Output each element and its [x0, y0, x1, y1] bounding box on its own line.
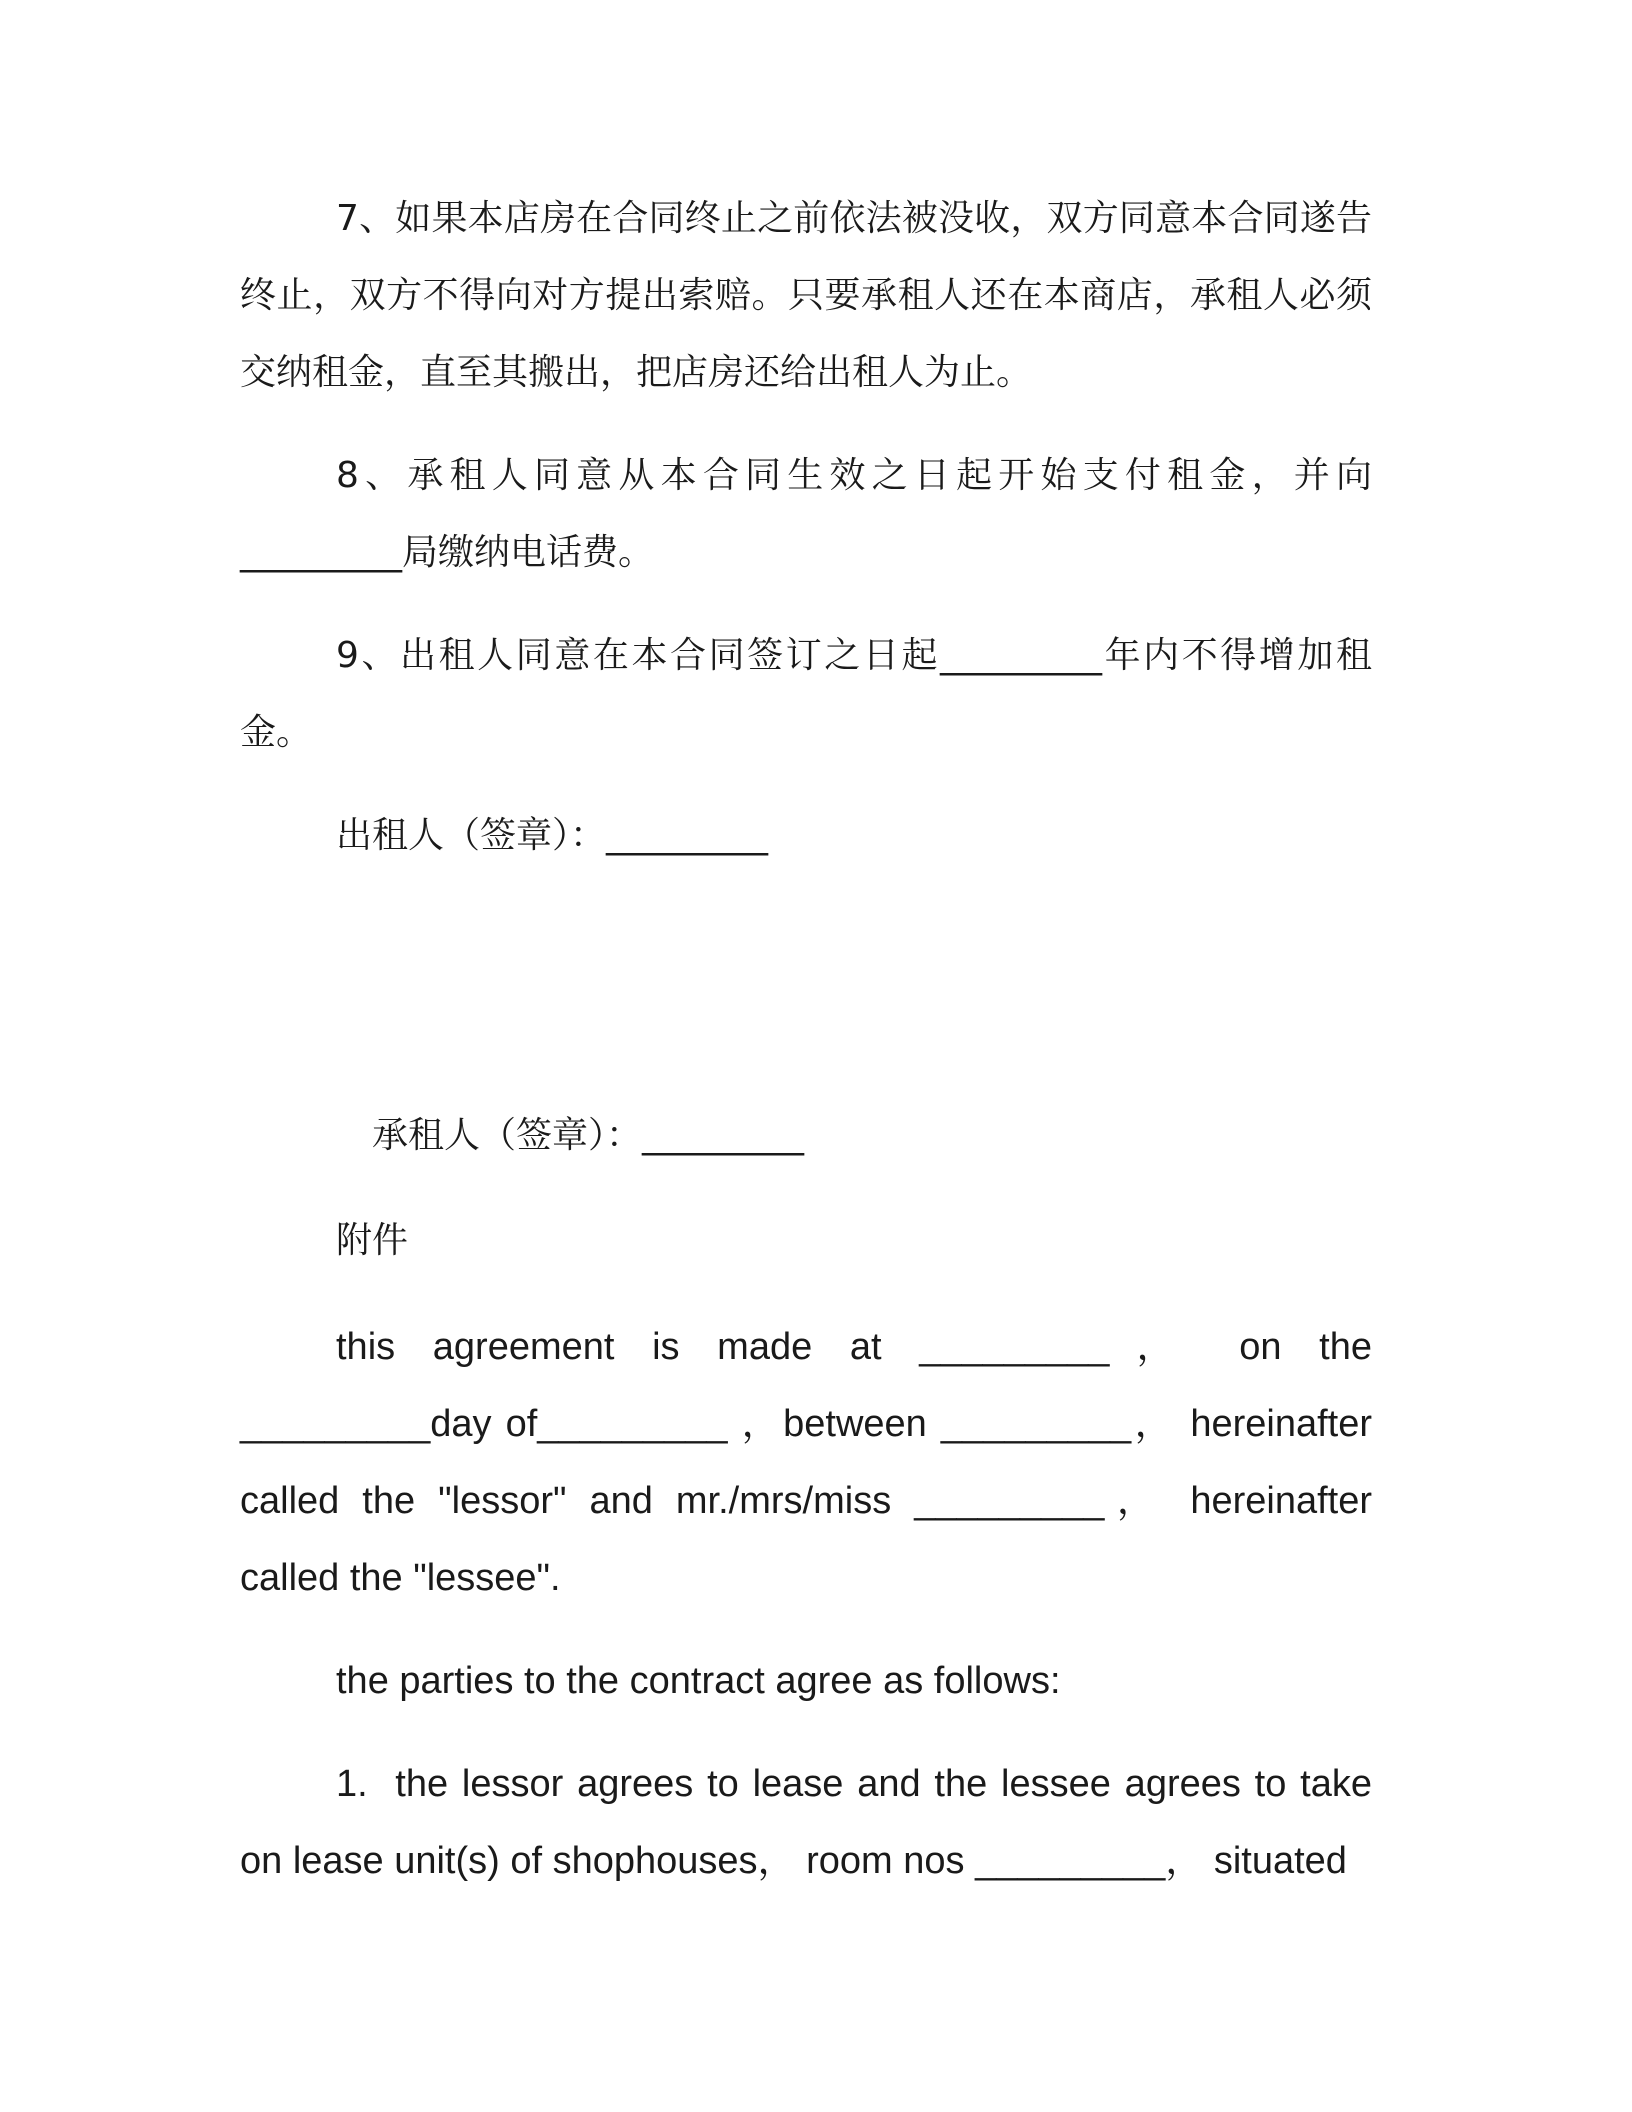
english-agreement-line: the parties to the contract agree as follows: [336, 1660, 1061, 1702]
attachment-heading: 附件 [336, 1220, 409, 1261]
clause-7: 7、如果本店房在合同终止之前依法被没收，双方同意本合同遂告终止，双方不得向对方提出索赔。只要承租人还在本商店，承租人必须交纳租金，直至其搬出，把店房还给出租人为止。 [240, 198, 1372, 393]
lessor-signature-line: 出租人（签章）：_________ [336, 815, 769, 856]
clause-9: 9、出租人同意在本合同签订之日起_________年内不得增加租金。 [240, 635, 1372, 753]
english-intro-paragraph: this agreement is made at _________， on the _________day of_________ ，between _________， hereinafter called the "lessor" and mr./mrs/miss _________， hereinafter called the "lessee". [240, 1326, 1372, 1599]
lessee-signature-line: 承租人（签章）：_________ [372, 1115, 805, 1156]
english-clause-1: 1. the lessor agrees to lease and the lessee agrees to take on lease unit(s) of shophouses， room nos _________， situated [240, 1763, 1372, 1882]
clause-8: 8、承租人同意从本合同生效之日起开始支付租金，并向_________局缴纳电话费。 [240, 455, 1372, 573]
